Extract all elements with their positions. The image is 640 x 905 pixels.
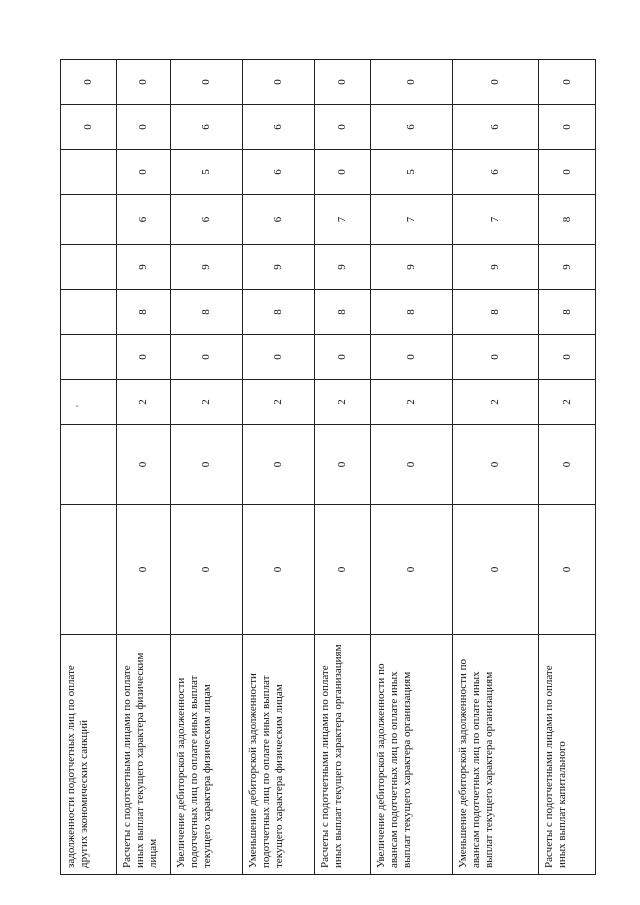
table-cell xyxy=(61,195,117,245)
table-cell: 9 xyxy=(117,245,171,290)
table-cell xyxy=(61,425,117,505)
table-cell: 6 xyxy=(243,195,315,245)
table-cell: 0 xyxy=(539,425,596,505)
row-label: задолженности подотчетных лиц по оплате других экономических санкций xyxy=(61,635,117,875)
table-cell: 0 xyxy=(371,335,453,380)
table-cell: 0 xyxy=(315,60,371,105)
table-cell: 8 xyxy=(539,290,596,335)
table-cell: 5 xyxy=(171,150,243,195)
table-cell: 0 xyxy=(453,425,539,505)
table-cell: 2 xyxy=(539,380,596,425)
table-cell: 0 xyxy=(117,60,171,105)
table-cell xyxy=(61,505,117,635)
table-cell: 0 xyxy=(243,505,315,635)
table-cell xyxy=(61,290,117,335)
table-cell: 2 xyxy=(371,380,453,425)
table-cell: 0 xyxy=(61,60,117,105)
table-cell: 0 xyxy=(61,105,117,150)
table-row xyxy=(371,60,453,875)
row-label: Уменьшение дебиторской задолженности подотчетных лиц по оплате иных выплат текущего характера физическим лицам xyxy=(243,635,315,875)
row-label: Расчеты с подотчетными лицами по оплате иных выплат текущего характера организациям xyxy=(315,635,371,875)
table-cell: 0 xyxy=(315,150,371,195)
row-label: Увеличение дебиторской задолженности подотчетных лиц по оплате иных выплат текущего характера физическим лицам xyxy=(171,635,243,875)
table-cell: 7 xyxy=(315,195,371,245)
table-cell: 0 xyxy=(171,60,243,105)
table-cell: 0 xyxy=(117,335,171,380)
table-cell: 0 xyxy=(117,505,171,635)
table-cell: 0 xyxy=(453,60,539,105)
table-cell: 0 xyxy=(539,150,596,195)
table-cell: 0 xyxy=(171,425,243,505)
table-cell: 9 xyxy=(453,245,539,290)
row-label: Расчеты с подотчетными лицами по оплате иных выплат капитального xyxy=(539,635,596,875)
table-row xyxy=(453,60,539,875)
table-row xyxy=(61,60,117,875)
table-cell: 8 xyxy=(171,290,243,335)
table-cell: 0 xyxy=(117,150,171,195)
table-cell: 0 xyxy=(315,425,371,505)
table-cell: 0 xyxy=(117,105,171,150)
table-cell xyxy=(61,150,117,195)
table-cell: 2 xyxy=(171,380,243,425)
table-cell: 0 xyxy=(243,425,315,505)
table-cell: 6 xyxy=(371,105,453,150)
table-cell: 6 xyxy=(243,150,315,195)
table-cell: 0 xyxy=(539,60,596,105)
table-cell: 9 xyxy=(539,245,596,290)
table-cell xyxy=(61,380,117,425)
table-cell: 0 xyxy=(539,505,596,635)
table-cell: 9 xyxy=(243,245,315,290)
table-row xyxy=(539,60,596,875)
table-cell: 0 xyxy=(371,60,453,105)
table-cell: 6 xyxy=(453,105,539,150)
table-cell: 0 xyxy=(315,105,371,150)
row-label: Уменьшение дебиторской задолженности по авансам подотчетных лиц по оплате иных выплат текущего характера организациям xyxy=(453,635,539,875)
table-cell: 2 xyxy=(243,380,315,425)
table-cell: 0 xyxy=(171,335,243,380)
table-cell: 8 xyxy=(117,290,171,335)
table-row xyxy=(315,60,371,875)
table-cell xyxy=(61,335,117,380)
table-row xyxy=(171,60,243,875)
table-cell: 6 xyxy=(453,150,539,195)
table-row xyxy=(243,60,315,875)
table-cell: 2 xyxy=(315,380,371,425)
table-cell: 0 xyxy=(371,425,453,505)
table-cell: 2 xyxy=(117,380,171,425)
table-cell: 0 xyxy=(243,335,315,380)
table-cell: 7 xyxy=(371,195,453,245)
table-cell: 9 xyxy=(171,245,243,290)
table-cell: 0 xyxy=(539,335,596,380)
table-cell: 8 xyxy=(371,290,453,335)
table-cell: 0 xyxy=(315,335,371,380)
table-cell: 0 xyxy=(117,425,171,505)
table-cell: 5 xyxy=(371,150,453,195)
table-cell: 6 xyxy=(117,195,171,245)
table-cell: 9 xyxy=(315,245,371,290)
table-cell: 7 xyxy=(453,195,539,245)
table-cell: 0 xyxy=(539,105,596,150)
row-label: Увеличение дебиторской задолженности по авансам подотчетных лиц по оплате иных выплат текущего характера организациям xyxy=(371,635,453,875)
table-cell xyxy=(61,245,117,290)
table-cell: 0 xyxy=(371,505,453,635)
table-cell: 0 xyxy=(453,335,539,380)
table-cell: 0 xyxy=(171,505,243,635)
table-cell: 6 xyxy=(171,195,243,245)
table-row xyxy=(117,60,171,875)
table-cell: 8 xyxy=(243,290,315,335)
table-cell: 0 xyxy=(453,505,539,635)
accounts-table xyxy=(60,59,596,875)
table-cell: 9 xyxy=(371,245,453,290)
table-cell: 0 xyxy=(315,505,371,635)
table-cell: 0 xyxy=(243,60,315,105)
table-cell: 6 xyxy=(243,105,315,150)
table-cell: 2 xyxy=(453,380,539,425)
table-cell: 8 xyxy=(453,290,539,335)
row-label: Расчеты с подотчетными лицами по оплате иных выплат текущего характера физическим лицам xyxy=(117,635,171,875)
table-cell: 8 xyxy=(315,290,371,335)
table-cell: 6 xyxy=(171,105,243,150)
table-cell: 8 xyxy=(539,195,596,245)
rotated-table-wrapper xyxy=(60,60,595,875)
